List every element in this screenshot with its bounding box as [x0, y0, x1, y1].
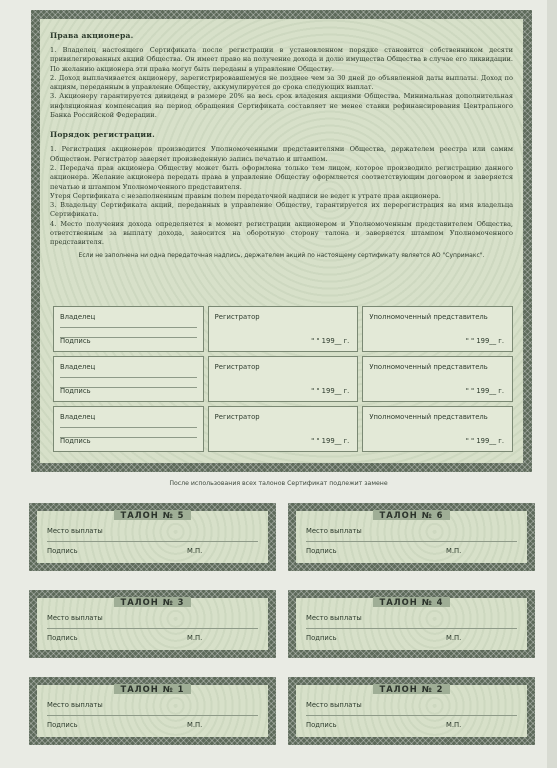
- registrar-cell[interactable]: [208, 406, 359, 452]
- signature-label: Подпись: [306, 547, 337, 555]
- payment-place-label: Место выплаты: [47, 527, 103, 535]
- stamp-label: М.П.: [446, 721, 462, 729]
- signature-label: Подпись: [47, 634, 78, 642]
- stamp-label: М.П.: [187, 547, 203, 555]
- stamp-label: М.П.: [446, 634, 462, 642]
- signature-label: Подпись: [306, 721, 337, 729]
- coupon-5[interactable]: [29, 503, 276, 571]
- owner-cell[interactable]: [53, 406, 204, 452]
- coupon-6[interactable]: [288, 503, 535, 571]
- registration-paragraph: 1. Регистрация акционеров производится Уполномоченными представителями Общества, держателем реестра или самим Обществом. Регистратор заверяет произведенную запись печатью и штампом.: [50, 145, 513, 163]
- representative-label: Уполномоченный представитель: [369, 313, 488, 321]
- transfer-table-caption: Если не заполнена ни одна передаточная надпись, держателем акций по настоящему сертификату является АО "Супримакс".: [78, 251, 485, 259]
- registration-paragraph: 3. Владельцу Сертификата акций, переданных в управление Обществу, гарантируется их перерегистрация на имя владельца Сертификата.: [50, 201, 513, 219]
- rights-paragraph: 2. Доход выплачивается акционеру, зарегистрировавшемуся не позднее чем за 30 дней до объявленной даты выплаты. Доход по акциям, переданным в управление Обществу, аккумулируется до срока следующих выплат.: [50, 73, 513, 92]
- page-edge: [547, 0, 557, 768]
- stamp-label: М.П.: [187, 721, 203, 729]
- registrar-label: Регистратор: [214, 363, 260, 371]
- owner-label: Владелец: [60, 313, 96, 321]
- representative-date: " " 199__ г.: [465, 437, 505, 445]
- signature-label: Подпись: [60, 387, 91, 395]
- coupon-title: ТАЛОН № 3: [114, 597, 190, 607]
- registrar-date: " " 199__ г.: [311, 437, 350, 445]
- table-row: [53, 306, 513, 352]
- owner-cell[interactable]: [53, 356, 204, 402]
- payment-place-label: Место выплаты: [306, 614, 362, 622]
- coupon-title: ТАЛОН № 2: [373, 684, 449, 694]
- coupon-2[interactable]: [288, 677, 535, 745]
- payment-place-label: Место выплаты: [306, 527, 362, 535]
- stamp-label: М.П.: [187, 634, 203, 642]
- coupon-title: ТАЛОН № 1: [114, 684, 190, 694]
- transfer-endorsement-table: [53, 306, 513, 456]
- representative-cell[interactable]: [362, 306, 513, 352]
- rights-paragraph: 1. Владелец настоящего Сертификата после регистрации в установленном порядке становится собственником десяти привилегированных акций Общества. Он имеет право на получение дохода и долю имущества Общества в случае его ликвидации. По желанию акционера эти права могут быть переданы в управление Обществу.: [50, 46, 513, 73]
- representative-cell[interactable]: [362, 356, 513, 402]
- registrar-cell[interactable]: [208, 306, 359, 352]
- representative-label: Уполномоченный представитель: [369, 363, 488, 371]
- registrar-label: Регистратор: [214, 413, 260, 421]
- registration-heading: Порядок регистрации.: [50, 130, 155, 140]
- table-row: [53, 406, 513, 452]
- registrar-label: Регистратор: [214, 313, 260, 321]
- signature-label: Подпись: [47, 721, 78, 729]
- representative-label: Уполномоченный представитель: [369, 413, 488, 421]
- payment-place-label: Место выплаты: [47, 701, 103, 709]
- coupon-4[interactable]: [288, 590, 535, 658]
- replacement-note: После использования всех талонов Сертификат подлежит замене: [169, 480, 388, 487]
- signature-label: Подпись: [60, 337, 91, 345]
- registrar-date: " " 199__ г.: [311, 337, 350, 345]
- registration-paragraph: 2. Передача прав акционера Обществу может быть оформлена только тем лицом, которое производило регистрацию данного акционера. Желание акционера передать права в управление Обществу оформляется соответствующим договором и заверяется печатью и штампом Уполномоченного представителя.: [50, 163, 513, 191]
- registrar-date: " " 199__ г.: [311, 387, 350, 395]
- rights-heading: Права акционера.: [50, 31, 134, 40]
- signature-label: Подпись: [47, 547, 78, 555]
- certificate-main-frame: [31, 10, 532, 472]
- payment-place-label: Место выплаты: [47, 614, 103, 622]
- owner-label: Владелец: [60, 413, 96, 421]
- stamp-label: М.П.: [446, 547, 462, 555]
- registration-paragraph: Утеря Сертификата с незаполненным правым полем передаточной надписи не ведет к утрате прав акционера.: [50, 191, 441, 200]
- coupon-3[interactable]: [29, 590, 276, 658]
- signature-label: Подпись: [60, 437, 91, 445]
- representative-date: " " 199__ г.: [465, 337, 505, 345]
- registrar-cell[interactable]: [208, 356, 359, 402]
- coupon-title: ТАЛОН № 4: [373, 597, 449, 607]
- coupon-title: ТАЛОН № 5: [114, 510, 190, 520]
- rights-paragraph: 3. Акционеру гарантируется дивиденд в размере 20% на весь срок владения акциями Общества. Минимальная дополнительная инфляционная компенсация на период обращения Сертификата составляет не менее ставки рефинансирования Центрального Банка Российской Федерации.: [50, 92, 513, 120]
- signature-label: Подпись: [306, 634, 337, 642]
- owner-cell[interactable]: [53, 306, 204, 352]
- coupon-1[interactable]: [29, 677, 276, 745]
- coupon-title: ТАЛОН № 6: [373, 510, 449, 520]
- table-row: [53, 356, 513, 402]
- registration-paragraph: 4. Место получения дохода определяется в момент регистрации акционером и Уполномоченным представителем Общества, ответственным за выплату дохода, заносится на оборотную сторону талона и заверяется штампом Уполномоченного представителя.: [50, 219, 513, 247]
- representative-date: " " 199__ г.: [465, 387, 505, 395]
- owner-label: Владелец: [60, 363, 96, 371]
- payment-place-label: Место выплаты: [306, 701, 362, 709]
- representative-cell[interactable]: [362, 406, 513, 452]
